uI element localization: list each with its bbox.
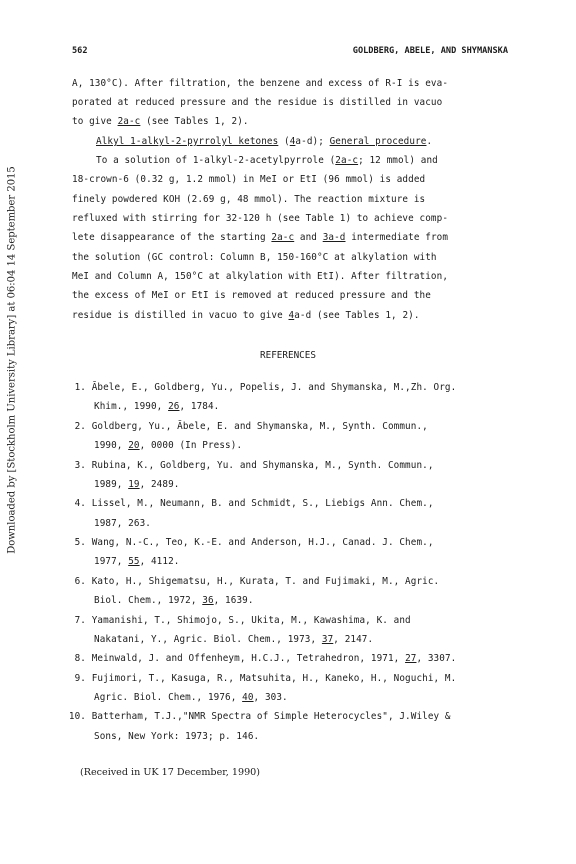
received-date: (Received in UK 17 December, 1990) <box>80 767 261 778</box>
reference-item-cont: Sons, New York: 1973; p. 146. <box>94 731 260 742</box>
reference-item: 2. Goldberg, Yu., Ābele, E. and Shymanska, M., Synth. Commun., <box>74 421 428 432</box>
body-line: the solution (GC control: Column B, 150-160°C at alkylation with <box>72 252 437 263</box>
procedure-heading: Alkyl 1-alkyl-2-pyrrolyl ketones (4a-d); General procedure. <box>96 136 433 147</box>
reference-item: 10. Batterham, T.J.,"NMR Spectra of Simple Heterocycles", J.Wiley & <box>68 711 451 722</box>
reference-item-cont: 1987, 263. <box>94 518 151 529</box>
page-number: 562 <box>72 46 88 56</box>
reference-item: 8. Meinwald, J. and Offenheym, H.C.J., Tetrahedron, 1971, 27, 3307. <box>74 653 457 664</box>
body-line: residue is distilled in vacuo to give 4a-d (see Tables 1, 2). <box>72 310 420 321</box>
body-line: refluxed with stirring for 32-120 h (see Table 1) to achieve comp- <box>72 213 449 224</box>
reference-item-cont: 1989, 19, 2489. <box>94 479 180 490</box>
reference-item: 6. Kato, H., Shigematsu, H., Kurata, T. and Fujimaki, M., Agric. <box>74 576 440 587</box>
reference-item-cont: Khim., 1990, 26, 1784. <box>94 401 220 412</box>
body-line: To a solution of 1-alkyl-2-acetylpyrrole (2a-c; 12 mmol) and <box>96 155 438 166</box>
running-title: GOLDBERG, ABELE, AND SHYMANSKA <box>352 46 508 56</box>
reference-item-cont: Nakatani, Y., Agric. Biol. Chem., 1973, 37, 2147. <box>94 634 374 645</box>
body-line: to give 2a-c (see Tables 1, 2). <box>72 116 249 127</box>
reference-item: 9. Fujimori, T., Kasuga, R., Matsuhita, H., Kaneko, H., Noguchi, M. <box>74 673 457 684</box>
reference-item: 4. Lissel, M., Neumann, B. and Schmidt, S., Liebigs Ann. Chem., <box>74 498 434 509</box>
reference-item: 3. Rubina, K., Goldberg, Yu. and Shymanska, M., Synth. Commun., <box>74 460 434 471</box>
body-line: 18-crown-6 (0.32 g, 1.2 mmol) in MeI or EtI (96 mmol) is added <box>72 174 426 185</box>
reference-item-cont: 1990, 20, 0000 (In Press). <box>94 440 243 451</box>
reference-item: 7. Yamanishi, T., Shimojo, S., Ukita, M., Kawashima, K. and <box>74 615 411 626</box>
body-line: porated at reduced pressure and the residue is distilled in vacuo <box>72 97 443 108</box>
reference-item: 1. Ābele, E., Goldberg, Yu., Popelis, J. and Shymanska, M.,Zh. Org. <box>74 382 457 393</box>
body-line: finely powdered KOH (2.69 g, 48 mmol). The reaction mixture is <box>72 194 426 205</box>
reference-item: 5. Wang, N.-C., Teo, K.-E. and Anderson, H.J., Canad. J. Chem., <box>74 537 434 548</box>
body-line: the excess of MeI or EtI is removed at reduced pressure and the <box>72 290 431 301</box>
references-heading: REFERENCES <box>260 350 316 361</box>
body-line: lete disappearance of the starting 2a-c and 3a-d intermediate from <box>72 232 449 243</box>
reference-item-cont: 1977, 55, 4112. <box>94 556 180 567</box>
reference-item-cont: Agric. Biol. Chem., 1976, 40, 303. <box>94 692 288 703</box>
download-note: Downloaded by [Stockholm University Library] at 06:04 14 September 2015 <box>6 166 18 554</box>
reference-item-cont: Biol. Chem., 1972, 36, 1639. <box>94 595 254 606</box>
body-line: A, 130°C). After filtration, the benzene and excess of R-I is eva- <box>72 78 449 89</box>
body-line: MeI and Column A, 150°C at alkylation with EtI). After filtration, <box>72 271 449 282</box>
